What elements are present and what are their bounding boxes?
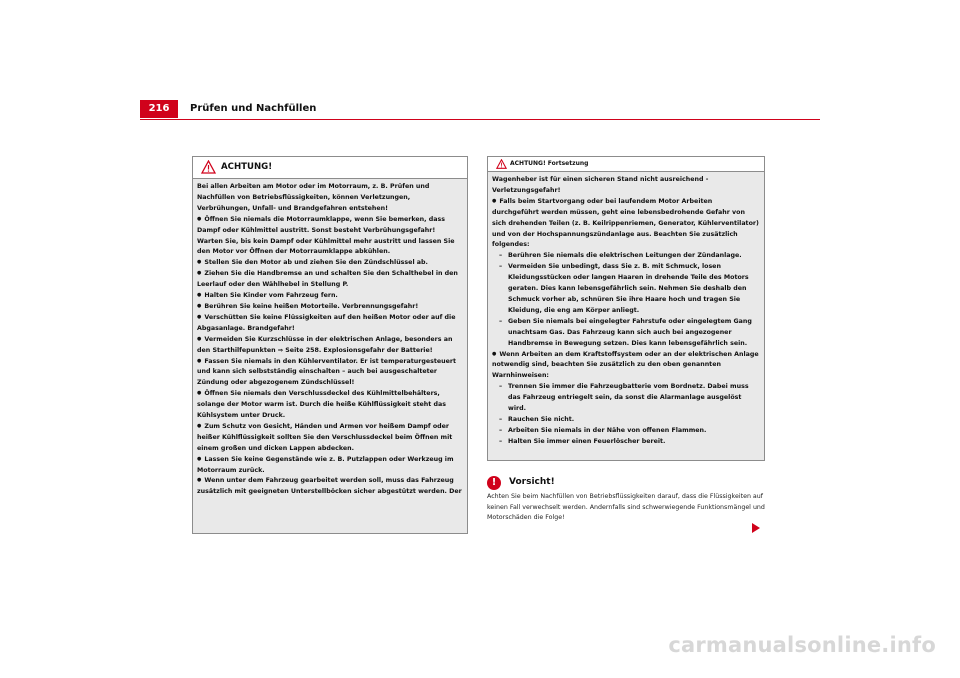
warning-bullet: ● Lassen Sie keine Gegenstände wie z. B. Putzlappen oder Werkzeug im Motorraum zurück.: [197, 455, 463, 477]
warning-bullet: ● Halten Sie Kinder vom Fahrzeug fern.: [197, 291, 463, 302]
warning-dash-item: – Arbeiten Sie niemals in der Nähe von offenen Flammen.: [492, 426, 760, 437]
caution-note: [487, 476, 769, 524]
next-page-arrow-icon[interactable]: [752, 523, 760, 533]
warning-bullet: ● Zum Schutz von Gesicht, Händen und Armen vor heißem Dampf oder heißer Kühlflüssigkeit sollten Sie den Verschlussdeckel beim Öffnen mit einem großen und dicken Lappen abdecken.: [197, 422, 463, 455]
warning-bullet: ● Berühren Sie keine heißen Motorteile. Verbrennungsgefahr!: [197, 302, 463, 313]
warning-box-header: [488, 157, 764, 172]
warning-dash-item: – Halten Sie immer einen Feuerlöscher bereit.: [492, 437, 760, 448]
warning-intro: Wagenheber ist für einen sicheren Stand nicht ausreichend - Verletzungsgefahr!: [492, 176, 709, 194]
warning-dash-item: – Trennen Sie immer die Fahrzeugbatterie vom Bordnetz. Dabei muss das Fahrzeug entriegelt sein, da sonst die Alarmanlage ausgelöst wird.: [492, 382, 760, 415]
warning-bullet: ● Wenn unter dem Fahrzeug gearbeitet werden soll, muss das Fahrzeug zusätzlich mit geeigneten Unterstellböcken sicher abgestützt werden. Der: [197, 476, 463, 498]
exclamation-icon: !: [487, 476, 501, 490]
warning-bullet: ● Ziehen Sie die Handbremse an und schalten Sie den Schalthebel in den Leerlauf oder den Wählhebel in Stellung P.: [197, 269, 463, 291]
warning-bullet: ● Öffnen Sie niemals die Motorraumklappe, wenn Sie bemerken, dass Dampf oder Kühlmittel austritt. Sonst besteht Verbrühungsgefahr! Warten Sie, bis kein Dampf oder Kühlmittel mehr austritt und lassen Sie den Motor vor Öffnen der Motorraumklappe abkühlen.: [197, 215, 463, 259]
warning-dash-item: – Geben Sie niemals bei eingelegter Fahrstufe oder eingelegtem Gang unachtsam Gas. Das Fahrzeug kann sich auch bei angezogener Handbremse in Bewegung setzen. Dies kann lebensgefährlich sein.: [492, 317, 760, 350]
warning-bullet: ● Öffnen Sie niemals den Verschlussdeckel des Kühlmittelbehälters, solange der Motor warm ist. Durch die heiße Kühlflüssigkeit steht das Kühlsystem unter Druck.: [197, 389, 463, 422]
watermark: carmanualsonline.info: [668, 633, 936, 657]
header-rule: [140, 119, 820, 120]
warning-box-body: [193, 179, 467, 498]
warning-box-right: [487, 156, 765, 461]
warning-bullet: ● Fassen Sie niemals in den Kühlerventilator. Er ist temperaturgesteuert und kann sich selbstständig einschalten – auch bei ausgeschalteter Zündung oder abgezogenem Zündschlüssel!: [197, 357, 463, 390]
page-number: 216: [140, 100, 178, 118]
caution-text: Achten Sie beim Nachfüllen von Betriebsflüssigkeiten darauf, dass die Flüssigkeiten auf keinen Fall verwechselt werden. Andernfalls sind schwerwiegende Funktionsmängel und Motorschäden die Folge!: [487, 493, 765, 522]
warning-triangle-icon: [201, 160, 216, 174]
warning-box-title: ACHTUNG! Fortsetzung: [510, 160, 589, 167]
caution-title: Vorsicht!: [509, 477, 555, 487]
caution-header: [487, 476, 769, 492]
warning-bullet: ● Falls beim Startvorgang oder bei laufendem Motor Arbeiten durchgeführt werden müssen, geht eine lebensbedrohende Gefahr von sich drehenden Teilen (z. B. Keilrippenriemen, Generator, Kühlerventilator) und von der Hochspannungszündanlage aus. Beachten Sie zusätzlich folgendes:: [492, 197, 760, 252]
warning-dash-item: – Vermeiden Sie unbedingt, dass Sie z. B. mit Schmuck, losen Kleidungsstücken oder langen Haaren in drehende Teile des Motors geraten. Dies kann lebensgefährlich sein. Nehmen Sie deshalb den Schmuck vorher ab, schnüren Sie ihre Haare hoch und tragen Sie Kleidung, die eng am Körper anliegt.: [492, 262, 760, 317]
warning-dash-item: – Rauchen Sie nicht.: [492, 415, 760, 426]
warning-box-body: [488, 172, 764, 448]
warning-box-header: [193, 157, 467, 179]
warning-bullet: ● Vermeiden Sie Kurzschlüsse in der elektrischen Anlage, besonders an den Starthilfepunkten ⇒ Seite 258. Explosionsgefahr der Batterie!: [197, 335, 463, 357]
warning-dash-item: – Berühren Sie niemals die elektrischen Leitungen der Zündanlage.: [492, 251, 760, 262]
warning-bullet: ● Wenn Arbeiten an dem Kraftstoffsystem oder an der elektrischen Anlage notwendig sind, beachten Sie zusätzlich zu den oben genannten Warnhinweisen:: [492, 350, 760, 383]
warning-intro: Bei allen Arbeiten am Motor oder im Motorraum, z. B. Prüfen und Nachfüllen von Betriebsflüssigkeiten, können Verletzungen, Verbrühungen, Unfall- und Brandgefahren entstehen!: [197, 183, 430, 212]
warning-bullet: ● Verschütten Sie keine Flüssigkeiten auf den heißen Motor oder auf die Abgasanlage. Brandgefahr!: [197, 313, 463, 335]
warning-box-left: [192, 156, 468, 534]
warning-box-title: ACHTUNG!: [221, 162, 273, 172]
section-title: Prüfen und Nachfüllen: [190, 103, 317, 114]
page-header: [140, 100, 820, 120]
warning-triangle-icon: [496, 159, 507, 169]
warning-bullet: ● Stellen Sie den Motor ab und ziehen Sie den Zündschlüssel ab.: [197, 258, 463, 269]
